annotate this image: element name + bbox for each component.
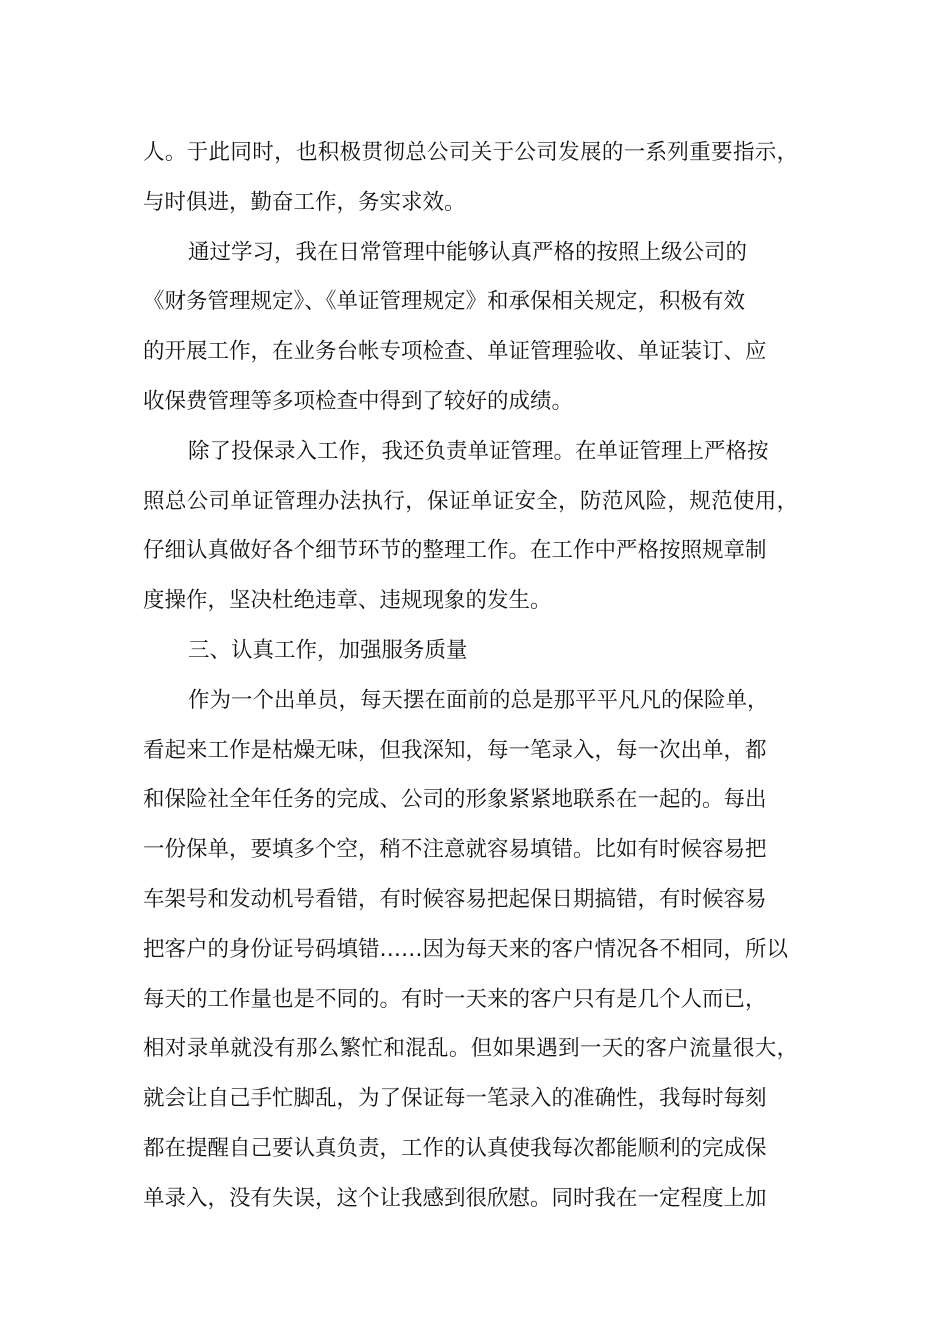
text-line: 人。于此同时，也积极贯彻总公司关于公司发展的一系列重要指示， — [143, 140, 799, 165]
text-line: 照总公司单证管理办法执行，保证单证安全，防范风险，规范使用， — [143, 488, 799, 514]
text-line: 看起来工作是枯燥无味，但我深知，每一笔录入，每一次出单，都 — [143, 737, 767, 763]
text-line: 《财务管理规定》、《单证管理规定》和承保相关规定，积极有效 — [143, 289, 746, 315]
text-line: 把客户的身份证号码填错……因为每天来的客户情况各不相同，所以 — [143, 936, 789, 962]
text-line: 相对录单就没有那么繁忙和混乱。但如果遇到一天的客户流量很大， — [143, 1036, 799, 1062]
paragraph-first-line: 除了投保录入工作，我还负责单证管理。在单证管理上严格按 — [188, 438, 769, 464]
text-line: 每天的工作量也是不同的。有时一天来的客户只有是几个人而已， — [143, 986, 767, 1012]
text-line: 车架号和发动机号看错，有时候容易把起保日期搞错，有时候容易 — [143, 886, 767, 912]
text-line: 和保险社全年任务的完成、公司的形象紧紧地联系在一起的。每出 — [143, 787, 767, 813]
text-line: 收保费管理等多项检查中得到了较好的成绩。 — [143, 388, 574, 414]
text-line: 度操作，坚决杜绝违章、违规现象的发生。 — [143, 588, 552, 614]
text-line: 仔细认真做好各个细节环节的整理工作。在工作中严格按照规章制 — [143, 538, 767, 564]
body-text — [143, 128, 843, 1224]
text-line: 与时俱进，勤奋工作，务实求效。 — [143, 189, 466, 215]
text-line: 的开展工作，在业务台帐专项检查、单证管理验收、单证装订、应 — [143, 339, 767, 365]
text-line: 都在提醒自己要认真负责，工作的认真使我每次都能顺利的完成保 — [143, 1135, 767, 1161]
text-line: 一份保单，要填多个空，稍不注意就容易填错。比如有时候容易把 — [143, 837, 767, 863]
paragraph-first-line: 通过学习，我在日常管理中能够认真严格的按照上级公司的 — [188, 239, 748, 265]
text-line: 单录入，没有失误，这个让我感到很欣慰。同时我在一定程度上加 — [143, 1185, 767, 1211]
section-heading: 三、认真工作，加强服务质量 — [188, 637, 468, 663]
paragraph-first-line: 作为一个出单员，每天摆在面前的总是那平平凡凡的保险单， — [188, 687, 769, 713]
text-line: 就会让自己手忙脚乱，为了保证每一笔录入的准确性，我每时每刻 — [143, 1086, 767, 1112]
